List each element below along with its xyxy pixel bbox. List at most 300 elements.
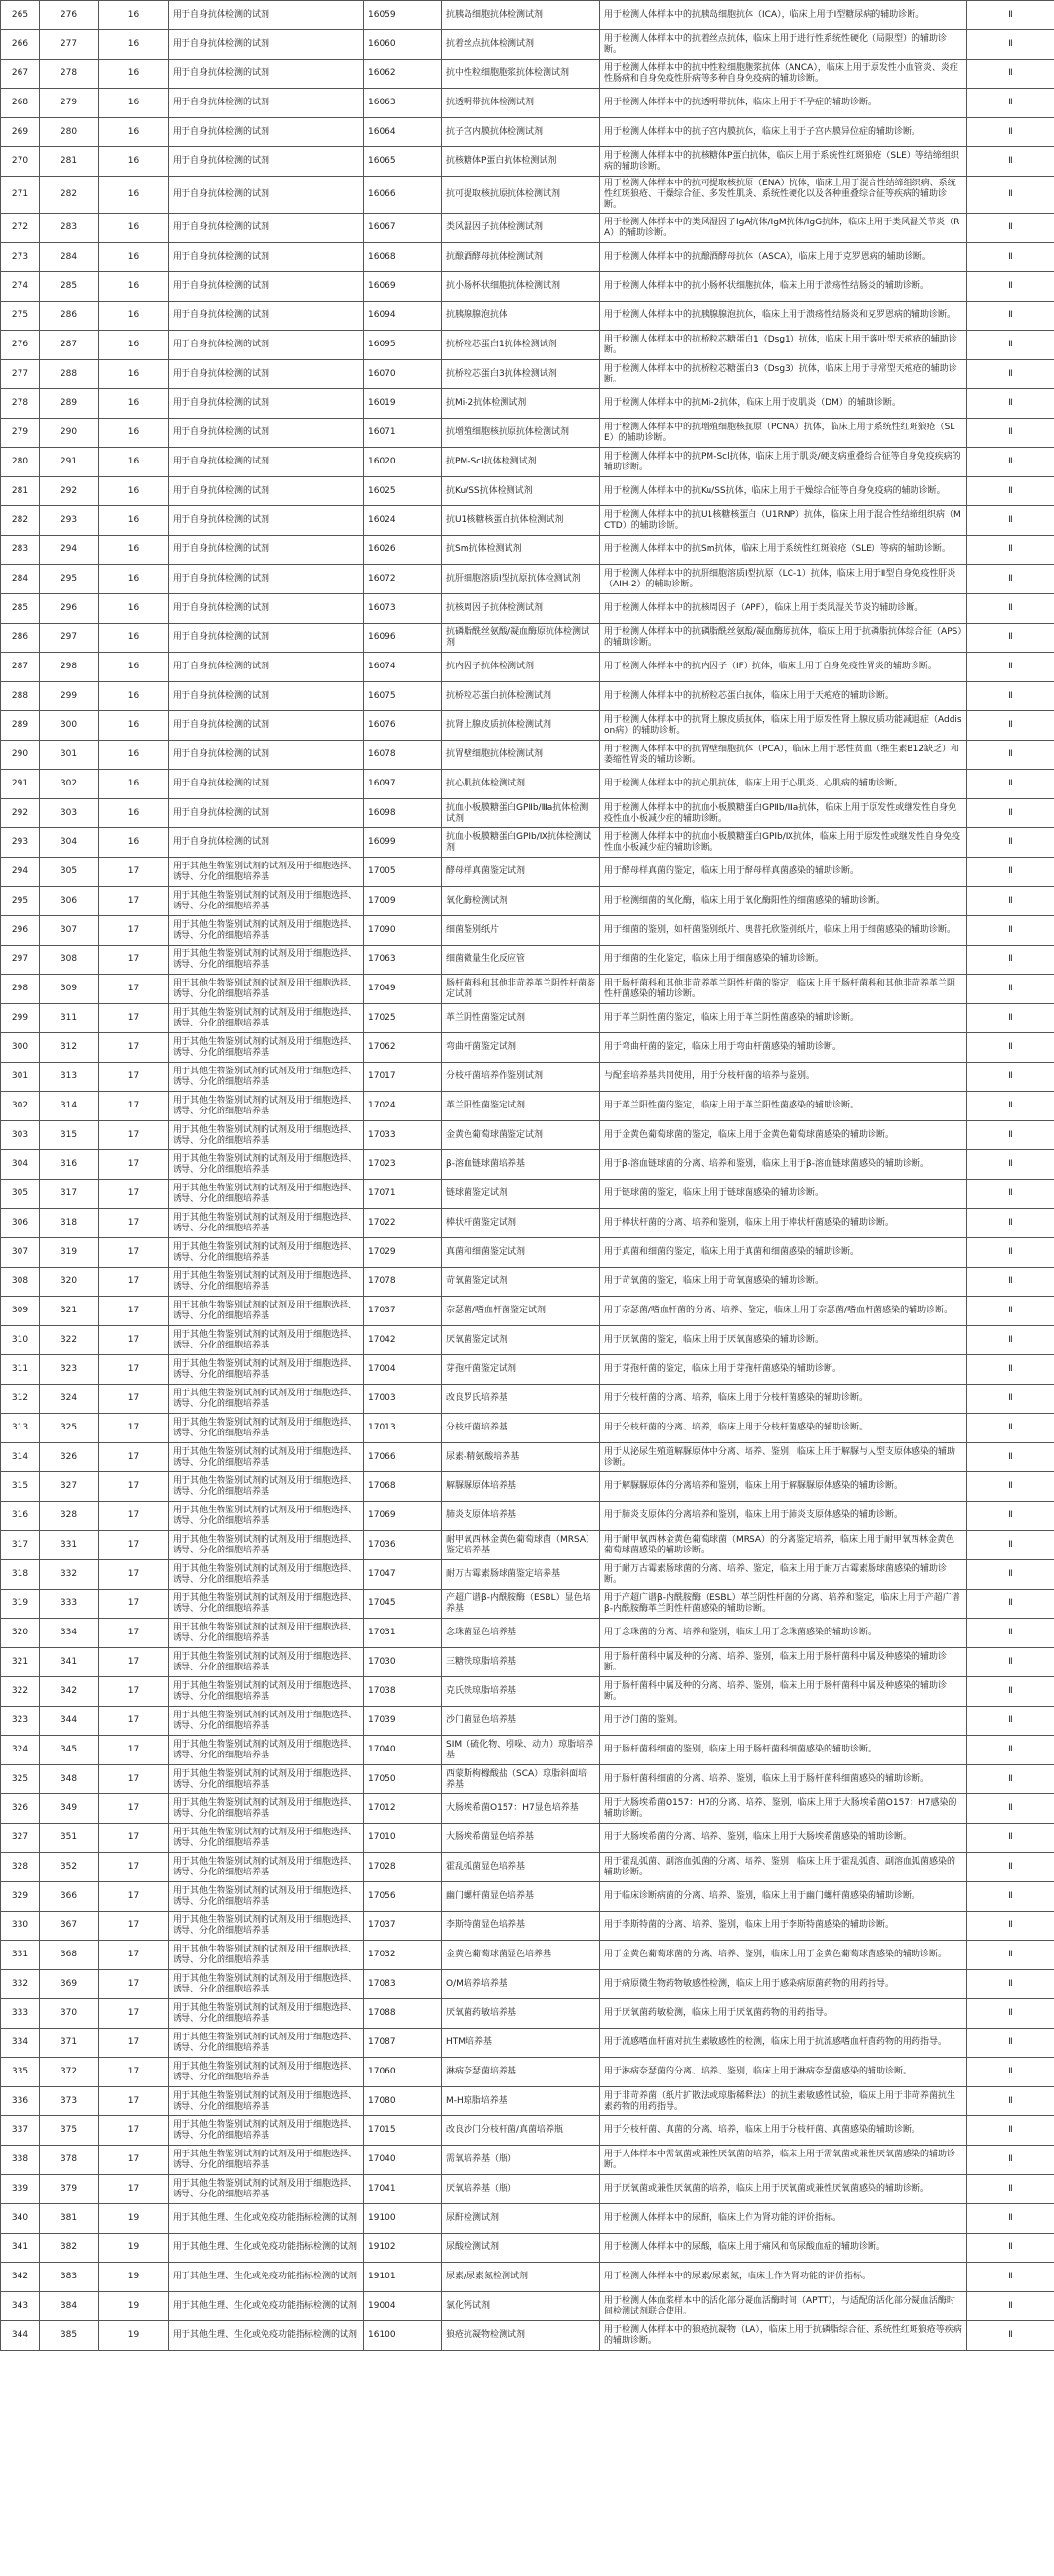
intended-use: 用于检测人体样本中的抗Ku/SS抗体，临床上用于干燥综合征等自身免疫病的辅助诊断。: [600, 477, 967, 506]
intended-use: 用于耐甲氧西林金黄色葡萄球菌（MRSA）的分离鉴定培养，临床上用于耐甲氧西林金黄色葡萄球菌感染的辅助诊断。: [600, 1531, 967, 1560]
row-index: 318: [1, 1560, 40, 1590]
table-row: [1, 858, 1054, 887]
item-number: 316: [40, 1150, 99, 1180]
row-index: 278: [1, 389, 40, 419]
table-row: [1, 1385, 1054, 1414]
row-index: 340: [1, 2204, 40, 2234]
row-index: 320: [1, 1619, 40, 1648]
product-code: 16024: [364, 506, 442, 536]
product-code: 16076: [364, 711, 442, 741]
table-row: [1, 1063, 1054, 1092]
product-name: 抗透明带抗体检测试剂: [442, 89, 600, 118]
intended-use: 用于人体样本中需氧菌或兼性厌氧菌的培养，临床上用于需氧菌或兼性厌氧菌感染的辅助诊断。: [600, 2146, 967, 2175]
table-row: [1, 1531, 1054, 1560]
product-name: 抗胃壁细胞抗体检测试剂: [442, 741, 600, 770]
item-number: 292: [40, 477, 99, 506]
classification-mark: Ⅱ: [967, 653, 1054, 682]
table-row: [1, 1297, 1054, 1326]
product-code: 17028: [364, 1853, 442, 1882]
item-number: 328: [40, 1502, 99, 1531]
table-row: [1, 272, 1054, 302]
category-name: 用于自身抗体检测的试剂: [169, 360, 364, 389]
product-name: 芽孢杆菌鉴定试剂: [442, 1355, 600, 1385]
item-number: 306: [40, 887, 99, 916]
row-index: 307: [1, 1238, 40, 1268]
category-code: 16: [99, 118, 169, 147]
classification-mark: Ⅱ: [967, 1794, 1054, 1824]
row-index: 313: [1, 1414, 40, 1443]
category-code: 16: [99, 30, 169, 60]
product-code: 16059: [364, 1, 442, 30]
item-number: 287: [40, 331, 99, 360]
category-name: 用于其他生物鉴别试剂的试剂及用于细胞选择、诱导、分化的细胞培养基: [169, 1472, 364, 1502]
product-code: 17056: [364, 1882, 442, 1912]
category-code: 17: [99, 2058, 169, 2087]
category-code: 16: [99, 177, 169, 214]
product-code: 17063: [364, 946, 442, 975]
classification-mark: Ⅱ: [967, 302, 1054, 331]
row-index: 317: [1, 1531, 40, 1560]
row-index: 266: [1, 30, 40, 60]
product-name: 棒状杆菌鉴定试剂: [442, 1209, 600, 1238]
table-row: [1, 1794, 1054, 1824]
product-code: 17083: [364, 1970, 442, 1999]
category-code: 17: [99, 1472, 169, 1502]
category-code: 17: [99, 2087, 169, 2116]
category-code: 17: [99, 916, 169, 946]
category-code: 16: [99, 624, 169, 653]
product-code: 16019: [364, 389, 442, 419]
product-name: 氧化酶检测试剂: [442, 887, 600, 916]
intended-use: 用于肺炎支原体的分离培养和鉴别，临床上用于肺炎支原体感染的辅助诊断。: [600, 1502, 967, 1531]
category-name: 用于自身抗体检测的试剂: [169, 30, 364, 60]
category-name: 用于其他生物鉴别试剂的试剂及用于细胞选择、诱导、分化的细胞培养基: [169, 1121, 364, 1150]
product-name: 抗桥粒芯蛋白3抗体检测试剂: [442, 360, 600, 389]
table-row: [1, 828, 1054, 858]
table-row: [1, 1912, 1054, 1941]
product-name: 耐万古霉素肠球菌鉴定培养基: [442, 1560, 600, 1590]
table-row: [1, 653, 1054, 682]
intended-use: 用于肠杆菌科和其他非苛养革兰阴性杆菌的鉴定，临床上用于肠杆菌科和其他非苛养革兰阴性杆菌感染的辅助诊断。: [600, 975, 967, 1004]
product-name: 抗肝细胞溶质Ⅰ型抗原抗体检测试剂: [442, 565, 600, 594]
table-row: [1, 1502, 1054, 1531]
table-row: [1, 682, 1054, 711]
product-code: 17037: [364, 1912, 442, 1941]
item-number: 313: [40, 1063, 99, 1092]
table-row: [1, 2321, 1054, 2351]
classification-mark: Ⅱ: [967, 1560, 1054, 1590]
intended-use: 用于李斯特菌的分离、培养、鉴别，临床上用于李斯特菌感染的辅助诊断。: [600, 1912, 967, 1941]
table-row: [1, 2292, 1054, 2321]
row-index: 288: [1, 682, 40, 711]
row-index: 344: [1, 2321, 40, 2351]
category-name: 用于其他生物鉴别试剂的试剂及用于细胞选择、诱导、分化的细胞培养基: [169, 1912, 364, 1941]
category-name: 用于其他生物鉴别试剂的试剂及用于细胞选择、诱导、分化的细胞培养基: [169, 1590, 364, 1619]
classification-mark: Ⅱ: [967, 1707, 1054, 1736]
classification-mark: Ⅱ: [967, 799, 1054, 828]
intended-use: 用于非苛养菌（纸片扩散法或琼脂稀释法）的抗生素敏感性试验，临床上用于非苛养菌抗生素药物的用药指导。: [600, 2087, 967, 2116]
product-name: 抗着丝点抗体检测试剂: [442, 30, 600, 60]
item-number: 317: [40, 1180, 99, 1209]
product-code: 16025: [364, 477, 442, 506]
category-name: 用于其他生物鉴别试剂的试剂及用于细胞选择、诱导、分化的细胞培养基: [169, 1297, 364, 1326]
item-number: 276: [40, 1, 99, 30]
intended-use: 用于检测人体样本中的抗U1核糖核蛋白（U1RNP）抗体，临床上用于混合性结缔组织病（MCTD）的辅助诊断。: [600, 506, 967, 536]
intended-use: 用于检测人体样本中的抗透明带抗体，临床上用于不孕症的辅助诊断。: [600, 89, 967, 118]
intended-use: 用于病原微生物药物敏感性检测，临床上用于感染病原菌药物的用药指导。: [600, 1970, 967, 1999]
intended-use: 用于检测人体血浆样本中的活化部分凝血活酶时间（APTT），与适配的活化部分凝血活酶时间检测试剂联合使用。: [600, 2292, 967, 2321]
table-row: [1, 2087, 1054, 2116]
classification-mark: Ⅱ: [967, 1063, 1054, 1092]
table-row: [1, 1707, 1054, 1736]
intended-use: 用于分枝杆菌、真菌的分离、培养，临床上用于分枝杆菌、真菌感染的辅助诊断。: [600, 2116, 967, 2146]
item-number: 327: [40, 1472, 99, 1502]
category-code: 16: [99, 331, 169, 360]
table-row: [1, 2204, 1054, 2234]
intended-use: 用于产超广谱β-内酰胺酶（ESBL）革兰阴性杆菌的分离、培养和鉴定，临床上用于产超广谱β-内酰胺酶革兰阴性杆菌感染的辅助诊断。: [600, 1590, 967, 1619]
product-name: 抗血小板膜糖蛋白GPⅠb/Ⅸ抗体检测试剂: [442, 828, 600, 858]
item-number: 352: [40, 1853, 99, 1882]
category-code: 16: [99, 828, 169, 858]
intended-use: 用于检测人体样本中的抗PM-Scl抗体，临床上用于肌炎/硬皮病重叠综合征等自身免疫疾病的辅助诊断。: [600, 448, 967, 477]
product-name: 抗桥粒芯蛋白1抗体检测试剂: [442, 331, 600, 360]
product-name: 尿酸检测试剂: [442, 2234, 600, 2263]
item-number: 290: [40, 419, 99, 448]
table-row: [1, 1999, 1054, 2029]
category-name: 用于其他生物鉴别试剂的试剂及用于细胞选择、诱导、分化的细胞培养基: [169, 2029, 364, 2058]
classification-mark: Ⅱ: [967, 770, 1054, 799]
intended-use: 用于棒状杆菌的分离、培养和鉴别，临床上用于棒状杆菌感染的辅助诊断。: [600, 1209, 967, 1238]
category-name: 用于自身抗体检测的试剂: [169, 60, 364, 89]
table-row: [1, 302, 1054, 331]
row-index: 323: [1, 1707, 40, 1736]
row-index: 269: [1, 118, 40, 147]
category-code: 16: [99, 302, 169, 331]
classification-mark: Ⅱ: [967, 147, 1054, 177]
intended-use: 用于检测人体样本中的抗Mi-2抗体，临床上用于皮肌炎（DM）的辅助诊断。: [600, 389, 967, 419]
row-index: 338: [1, 2146, 40, 2175]
category-name: 用于其他生物鉴别试剂的试剂及用于细胞选择、诱导、分化的细胞培养基: [169, 2087, 364, 2116]
product-name: 李斯特菌显色培养基: [442, 1912, 600, 1941]
classification-mark: Ⅱ: [967, 1297, 1054, 1326]
intended-use: 用于检测人体样本中的抗内因子（IF）抗体，临床上用于自身免疫性胃炎的辅助诊断。: [600, 653, 967, 682]
row-index: 303: [1, 1121, 40, 1150]
table-row: [1, 389, 1054, 419]
item-number: 283: [40, 214, 99, 243]
product-name: 抗核糖体P蛋白抗体检测试剂: [442, 147, 600, 177]
product-code: 17015: [364, 2116, 442, 2146]
table-row: [1, 887, 1054, 916]
row-index: 304: [1, 1150, 40, 1180]
category-name: 用于自身抗体检测的试剂: [169, 448, 364, 477]
product-name: 抗子宫内膜抗体检测试剂: [442, 118, 600, 147]
row-index: 297: [1, 946, 40, 975]
product-code: 17022: [364, 1209, 442, 1238]
item-number: 312: [40, 1033, 99, 1063]
product-name: 大肠埃希菌显色培养基: [442, 1824, 600, 1853]
intended-use: 用于检测人体样本中的抗子宫内膜抗体，临床上用于子宫内膜异位症的辅助诊断。: [600, 118, 967, 147]
category-code: 17: [99, 2029, 169, 2058]
table-row: [1, 177, 1054, 214]
item-number: 331: [40, 1531, 99, 1560]
row-index: 290: [1, 741, 40, 770]
classification-mark: Ⅱ: [967, 2292, 1054, 2321]
classification-mark: Ⅱ: [967, 1268, 1054, 1297]
product-name: 抗磷脂酰丝氨酸/凝血酶原抗体检测试剂: [442, 624, 600, 653]
category-code: 17: [99, 1238, 169, 1268]
category-name: 用于自身抗体检测的试剂: [169, 331, 364, 360]
category-code: 16: [99, 214, 169, 243]
product-name: 抗内因子抗体检测试剂: [442, 653, 600, 682]
category-code: 17: [99, 1824, 169, 1853]
category-code: 16: [99, 89, 169, 118]
category-name: 用于其他生物鉴别试剂的试剂及用于细胞选择、诱导、分化的细胞培养基: [169, 1531, 364, 1560]
intended-use: 用于分枝杆菌的分离、培养，临床上用于分枝杆菌感染的辅助诊断。: [600, 1385, 967, 1414]
product-name: 需氧培养基（瓶）: [442, 2146, 600, 2175]
category-code: 16: [99, 389, 169, 419]
intended-use: 用于霍乱弧菌、副溶血弧菌的分离、培养、鉴别，临床上用于霍乱弧菌、副溶血弧菌感染的辅助诊断。: [600, 1853, 967, 1882]
intended-use: 用于淋病奈瑟菌的分离、培养、鉴别，临床上用于淋病奈瑟菌感染的辅助诊断。: [600, 2058, 967, 2087]
table-row: [1, 946, 1054, 975]
item-number: 323: [40, 1355, 99, 1385]
category-name: 用于自身抗体检测的试剂: [169, 214, 364, 243]
intended-use: 用于细菌的鉴别，如杆菌鉴别纸片、奥普托欣鉴别纸片，临床上用于细菌感染的辅助诊断。: [600, 916, 967, 946]
row-index: 267: [1, 60, 40, 89]
category-name: 用于其他生物鉴别试剂的试剂及用于细胞选择、诱导、分化的细胞培养基: [169, 1150, 364, 1180]
intended-use: 用于检测人体样本中的抗酿酒酵母抗体（ASCA），临床上用于克罗恩病的辅助诊断。: [600, 243, 967, 272]
classification-mark: Ⅱ: [967, 916, 1054, 946]
product-code: 16066: [364, 177, 442, 214]
category-name: 用于自身抗体检测的试剂: [169, 89, 364, 118]
intended-use: 用于检测人体样本中的抗可提取核抗原（ENA）抗体，临床上用于混合性结缔组织病、系统性红斑狼疮、干燥综合征、多发性肌炎、系统性硬化以及各种重叠综合征等疾病的辅助诊断。: [600, 177, 967, 214]
category-code: 17: [99, 1150, 169, 1180]
classification-mark: Ⅱ: [967, 118, 1054, 147]
table-row: [1, 1326, 1054, 1355]
product-code: 17049: [364, 975, 442, 1004]
product-code: 16070: [364, 360, 442, 389]
category-code: 16: [99, 682, 169, 711]
category-code: 17: [99, 1590, 169, 1619]
intended-use: 用于酵母样真菌的鉴定，临床上用于酵母样真菌感染的辅助诊断。: [600, 858, 967, 887]
product-name: 尿素/尿素氮检测试剂: [442, 2263, 600, 2292]
item-number: 366: [40, 1882, 99, 1912]
classification-mark: Ⅱ: [967, 711, 1054, 741]
row-index: 339: [1, 2175, 40, 2204]
product-code: 16094: [364, 302, 442, 331]
product-name: 抗小肠杯状细胞抗体检测试剂: [442, 272, 600, 302]
category-name: 用于其他生物鉴别试剂的试剂及用于细胞选择、诱导、分化的细胞培养基: [169, 1033, 364, 1063]
item-number: 309: [40, 975, 99, 1004]
product-name: 抗Mi-2抗体检测试剂: [442, 389, 600, 419]
intended-use: 用于肠杆菌科细菌的鉴别，临床上用于肠杆菌科细菌感染的辅助诊断。: [600, 1736, 967, 1765]
item-number: 322: [40, 1326, 99, 1355]
row-index: 325: [1, 1765, 40, 1794]
item-number: 375: [40, 2116, 99, 2146]
category-code: 17: [99, 1033, 169, 1063]
table-row: [1, 89, 1054, 118]
category-name: 用于自身抗体检测的试剂: [169, 565, 364, 594]
table-row: [1, 1472, 1054, 1502]
classification-mark: Ⅱ: [967, 1619, 1054, 1648]
product-name: 奈瑟菌/嗜血杆菌鉴定试剂: [442, 1297, 600, 1326]
product-name: 抗Ku/SS抗体检测试剂: [442, 477, 600, 506]
product-code: 17031: [364, 1619, 442, 1648]
category-code: 17: [99, 1531, 169, 1560]
product-code: 17003: [364, 1385, 442, 1414]
intended-use: 与配套培养基共同使用，用于分枝杆菌的培养与鉴别。: [600, 1063, 967, 1092]
product-name: 抗核周因子抗体检测试剂: [442, 594, 600, 624]
category-code: 17: [99, 1443, 169, 1472]
product-code: 17040: [364, 1736, 442, 1765]
category-code: 17: [99, 1941, 169, 1970]
product-code: 16095: [364, 331, 442, 360]
product-name: SIM（硫化物、吲哚、动力）琼脂培养基: [442, 1736, 600, 1765]
intended-use: 用于临床诊断病菌的分离、培养、鉴别，临床上用于幽门螺杆菌感染的辅助诊断。: [600, 1882, 967, 1912]
classification-mark: Ⅱ: [967, 360, 1054, 389]
table-row: [1, 594, 1054, 624]
item-number: 308: [40, 946, 99, 975]
category-code: 17: [99, 1326, 169, 1355]
category-code: 16: [99, 536, 169, 565]
classification-mark: Ⅱ: [967, 1385, 1054, 1414]
intended-use: 用于检测人体样本中的抗血小板膜糖蛋白GPⅡb/Ⅲa抗体，临床上用于原发性或继发性自身免疫性血小板减少症的辅助诊断。: [600, 799, 967, 828]
product-name: 分枝杆菌培养作鉴别试剂: [442, 1063, 600, 1092]
category-name: 用于其他生物鉴别试剂的试剂及用于细胞选择、诱导、分化的细胞培养基: [169, 1004, 364, 1033]
category-name: 用于其他生物鉴别试剂的试剂及用于细胞选择、诱导、分化的细胞培养基: [169, 2146, 364, 2175]
item-number: 325: [40, 1414, 99, 1443]
intended-use: 用于革兰阴性菌的鉴定，临床上用于革兰阴性菌感染的辅助诊断。: [600, 1004, 967, 1033]
classification-mark: Ⅱ: [967, 887, 1054, 916]
category-name: 用于其他生物鉴别试剂的试剂及用于细胞选择、诱导、分化的细胞培养基: [169, 1707, 364, 1736]
product-name: 改良沙门分枝杆菌/真菌培养瓶: [442, 2116, 600, 2146]
classification-mark: Ⅱ: [967, 1502, 1054, 1531]
product-code: 19101: [364, 2263, 442, 2292]
category-code: 16: [99, 272, 169, 302]
product-code: 17045: [364, 1590, 442, 1619]
category-name: 用于其他生理、生化或免疫功能指标检测的试剂: [169, 2292, 364, 2321]
row-index: 286: [1, 624, 40, 653]
intended-use: 用于金黄色葡萄球菌的分离、培养、鉴别，临床上用于金黄色葡萄球菌感染的辅助诊断。: [600, 1941, 967, 1970]
category-name: 用于其他生物鉴别试剂的试剂及用于细胞选择、诱导、分化的细胞培养基: [169, 1999, 364, 2029]
table-row: [1, 243, 1054, 272]
category-name: 用于自身抗体检测的试剂: [169, 177, 364, 214]
table-row: [1, 360, 1054, 389]
category-name: 用于自身抗体检测的试剂: [169, 506, 364, 536]
row-index: 265: [1, 1, 40, 30]
table-row: [1, 565, 1054, 594]
product-code: 17024: [364, 1092, 442, 1121]
product-code: 17038: [364, 1677, 442, 1707]
category-name: 用于自身抗体检测的试剂: [169, 828, 364, 858]
product-code: 17025: [364, 1004, 442, 1033]
classification-mark: Ⅱ: [967, 506, 1054, 536]
product-code: 17039: [364, 1707, 442, 1736]
category-name: 用于其他生物鉴别试剂的试剂及用于细胞选择、诱导、分化的细胞培养基: [169, 1092, 364, 1121]
product-name: 革兰阴性菌鉴定试剂: [442, 1004, 600, 1033]
row-index: 271: [1, 177, 40, 214]
category-name: 用于其他生物鉴别试剂的试剂及用于细胞选择、诱导、分化的细胞培养基: [169, 1385, 364, 1414]
classification-mark: Ⅱ: [967, 1150, 1054, 1180]
category-name: 用于自身抗体检测的试剂: [169, 799, 364, 828]
category-name: 用于其他生物鉴别试剂的试剂及用于细胞选择、诱导、分化的细胞培养基: [169, 946, 364, 975]
category-code: 16: [99, 711, 169, 741]
classification-mark: Ⅱ: [967, 741, 1054, 770]
product-code: 16073: [364, 594, 442, 624]
product-code: 16060: [364, 30, 442, 60]
item-number: 305: [40, 858, 99, 887]
product-code: 17030: [364, 1648, 442, 1677]
category-name: 用于其他生物鉴别试剂的试剂及用于细胞选择、诱导、分化的细胞培养基: [169, 1794, 364, 1824]
product-code: 17036: [364, 1531, 442, 1560]
classification-mark: Ⅱ: [967, 1004, 1054, 1033]
product-code: 16062: [364, 60, 442, 89]
table-row: [1, 1970, 1054, 1999]
product-code: 19102: [364, 2234, 442, 2263]
classification-mark: Ⅱ: [967, 536, 1054, 565]
table-row: [1, 1736, 1054, 1765]
category-code: 17: [99, 1209, 169, 1238]
category-name: 用于其他生物鉴别试剂的试剂及用于细胞选择、诱导、分化的细胞培养基: [169, 858, 364, 887]
classification-mark: Ⅱ: [967, 1180, 1054, 1209]
row-index: 333: [1, 1999, 40, 2029]
item-number: 299: [40, 682, 99, 711]
product-code: 19004: [364, 2292, 442, 2321]
product-name: 耐甲氧西林金黄色葡萄球菌（MRSA）鉴定培养基: [442, 1531, 600, 1560]
item-number: 369: [40, 1970, 99, 1999]
row-index: 270: [1, 147, 40, 177]
intended-use: 用于检测人体样本中的抗核糖体P蛋白抗体，临床上用于系统性红斑狼疮（SLE）等结缔组织病的辅助诊断。: [600, 147, 967, 177]
item-number: 281: [40, 147, 99, 177]
product-name: O/M培养培养基: [442, 1970, 600, 1999]
category-name: 用于自身抗体检测的试剂: [169, 118, 364, 147]
classification-mark: Ⅱ: [967, 624, 1054, 653]
classification-mark: Ⅱ: [967, 448, 1054, 477]
table-row: [1, 118, 1054, 147]
table-row: [1, 147, 1054, 177]
item-number: 349: [40, 1794, 99, 1824]
product-code: 17080: [364, 2087, 442, 2116]
intended-use: 用于厌氧菌或兼性厌氧菌的培养，临床上用于厌氧菌或兼性厌氧菌感染的辅助诊断。: [600, 2175, 967, 2204]
row-index: 291: [1, 770, 40, 799]
product-code: 17005: [364, 858, 442, 887]
category-code: 17: [99, 1121, 169, 1150]
item-number: 381: [40, 2204, 99, 2234]
category-code: 17: [99, 2146, 169, 2175]
intended-use: 用于芽孢杆菌的鉴定，临床上用于芽孢杆菌感染的辅助诊断。: [600, 1355, 967, 1385]
category-name: 用于其他生物鉴别试剂的试剂及用于细胞选择、诱导、分化的细胞培养基: [169, 1180, 364, 1209]
product-code: 16075: [364, 682, 442, 711]
product-code: 17042: [364, 1326, 442, 1355]
table-row: [1, 916, 1054, 946]
item-number: 277: [40, 30, 99, 60]
product-code: 16068: [364, 243, 442, 272]
product-name: 细菌微量生化反应管: [442, 946, 600, 975]
product-code: 17029: [364, 1238, 442, 1268]
row-index: 285: [1, 594, 40, 624]
row-index: 277: [1, 360, 40, 389]
category-name: 用于自身抗体检测的试剂: [169, 477, 364, 506]
table-row: [1, 448, 1054, 477]
classification-mark: Ⅱ: [967, 477, 1054, 506]
product-name: 肺炎支原体培养基: [442, 1502, 600, 1531]
product-name: 抗PM-Scl抗体检测试剂: [442, 448, 600, 477]
intended-use: 用于肠杆菌科细菌的分离、培养、鉴别，临床上用于肠杆菌科细菌感染的辅助诊断。: [600, 1765, 967, 1794]
classification-mark: Ⅱ: [967, 1970, 1054, 1999]
product-name: 苛氧菌鉴定试剂: [442, 1268, 600, 1297]
classification-mark: Ⅱ: [967, 272, 1054, 302]
intended-use: 用于检测细菌的氧化酶，临床上用于氧化酶阳性的细菌感染的辅助诊断。: [600, 887, 967, 916]
row-index: 279: [1, 419, 40, 448]
